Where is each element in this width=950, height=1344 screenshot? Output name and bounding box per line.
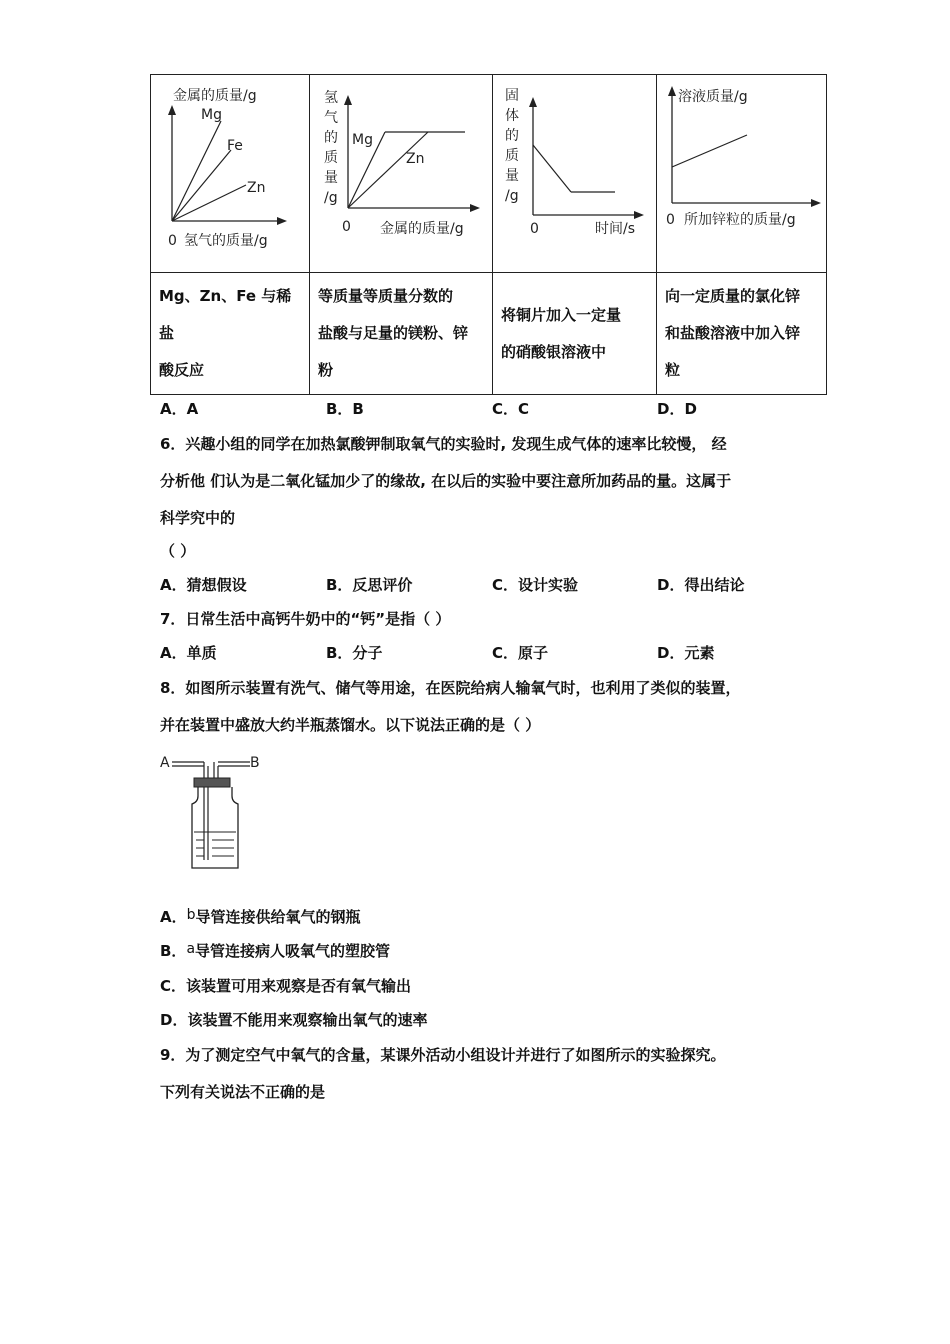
q7-option-a[interactable]: A．单质: [160, 644, 217, 662]
desc-d: 向一定质量的氯化锌 和盐酸溶液中加入锌 粒: [657, 273, 827, 395]
q7-options: [160, 642, 840, 664]
graph-b-xlabel: 金属的质量/g: [380, 221, 464, 237]
q7-option-b[interactable]: B．分子: [326, 644, 383, 662]
q6-options: [160, 574, 840, 596]
graph-b-ylabel-6: /g: [324, 190, 338, 206]
graph-c-ylabel-1: 固: [505, 88, 519, 104]
figure-label-b: B: [250, 755, 260, 771]
graph-b-ylabel-4: 质: [324, 150, 338, 166]
q6-option-c[interactable]: C．设计实验: [492, 576, 579, 594]
graph-d: [657, 75, 827, 272]
q6-option-b[interactable]: B．反思评价: [326, 576, 413, 594]
q6-option-d[interactable]: D．得出结论: [657, 576, 745, 594]
q8-stem-line-2: 并在装置中盛放大约半瓶蒸馏水。以下说法正确的是（ ）: [160, 716, 541, 734]
graph-c-ylabel-2: 体: [505, 108, 519, 124]
graph-a-origin: 0: [168, 233, 177, 249]
q6-stem-line-3: 科学究中的: [160, 509, 236, 527]
q8-option-c[interactable]: C．该装置可用来观察是否有氧气输出: [160, 977, 412, 995]
gas-washing-bottle-figure: [158, 750, 268, 870]
graph-b-series-zn: Zn: [406, 151, 425, 167]
q6-stem-line-2: 分析他 们认为是二氧化锰加少了的缘故, 在以后的实验中要注意所加药品的量。这属于: [160, 472, 732, 490]
graph-b-origin: 0: [342, 219, 351, 235]
desc-a: Mg、Zn、Fe 与稀盐 酸反应: [151, 273, 310, 395]
graph-a-ylabel: 金属的质量/g: [173, 88, 257, 104]
q9-stem-line-2: 下列有关说法不正确的是: [160, 1083, 326, 1101]
graph-d-origin: 0: [666, 212, 675, 228]
desc-b: 等质量等质量分数的 盐酸与足量的镁粉、锌 粉: [310, 273, 493, 395]
q9-stem-line-1: 9．为了测定空气中氧气的含量，某课外活动小组设计并进行了如图所示的实验探究。: [160, 1046, 726, 1064]
q8-option-d[interactable]: D．该装置不能用来观察输出氧气的速率: [160, 1011, 428, 1029]
q7-option-c[interactable]: C．原子: [492, 644, 549, 662]
q8-stem-line-1: 8．如图所示装置有洗气、储气等用途，在医院给病人输氧气时，也利用了类似的装置，: [160, 679, 741, 697]
q6-answer-bracket: （ ）: [160, 542, 196, 560]
q5-option-c[interactable]: C．C: [492, 400, 530, 418]
figure-label-a: A: [160, 755, 170, 771]
graph-c-ylabel-6: /g: [505, 188, 519, 204]
q5-options: [160, 398, 840, 420]
graph-b-ylabel-3: 的: [324, 130, 338, 146]
q7-stem: 7．日常生活中高钙牛奶中的“钙”是指（ ）: [160, 610, 451, 628]
graph-d-ylabel: 溶液质量/g: [678, 89, 748, 105]
graph-a-xlabel: 氢气的质量/g: [184, 233, 268, 249]
graph-b-ylabel-2: 气: [324, 110, 338, 126]
graph-d-xlabel: 所加锌粒的质量/g: [684, 212, 796, 228]
graph-cell-a: [151, 75, 310, 273]
q8-option-b[interactable]: B．a导管连接病人吸氧气的塑胶管: [160, 941, 391, 960]
q5-option-b[interactable]: B．B: [326, 400, 364, 418]
graph-cell-c: [493, 75, 657, 273]
desc-c: 将铜片加入一定量 的硝酸银溶液中: [493, 273, 657, 395]
graph-a-series-zn: Zn: [247, 180, 266, 196]
q8-option-a[interactable]: A．b导管连接供给氧气的钢瓶: [160, 907, 361, 926]
graph-table: [150, 74, 827, 395]
graph-c: [493, 75, 657, 272]
graph-c-origin: 0: [530, 221, 539, 237]
graph-b-series-mg: Mg: [352, 132, 373, 148]
q6-stem-line-1: 6．兴趣小组的同学在加热氯酸钾制取氧气的实验时, 发现生成气体的速率比较慢， 经: [160, 435, 727, 453]
q5-option-d[interactable]: D．D: [657, 400, 697, 418]
graph-b-ylabel-5: 量: [324, 170, 338, 186]
q7-option-d[interactable]: D．元素: [657, 644, 715, 662]
graph-cell-d: [657, 75, 827, 273]
graph-a-series-mg: Mg: [201, 107, 222, 123]
q5-option-a[interactable]: A．A: [160, 400, 199, 418]
graph-a-series-fe: Fe: [227, 138, 243, 154]
graph-c-xlabel: 时间/s: [595, 221, 636, 237]
graph-c-ylabel-3: 的: [505, 128, 519, 144]
q6-option-a[interactable]: A．猜想假设: [160, 576, 247, 594]
graph-c-ylabel-5: 量: [505, 168, 519, 184]
graph-c-ylabel-4: 质: [505, 148, 519, 164]
graph-b-ylabel-1: 氢: [324, 90, 338, 106]
graph-cell-b: [310, 75, 493, 273]
graph-b: [310, 75, 493, 272]
graph-a: [151, 75, 310, 272]
